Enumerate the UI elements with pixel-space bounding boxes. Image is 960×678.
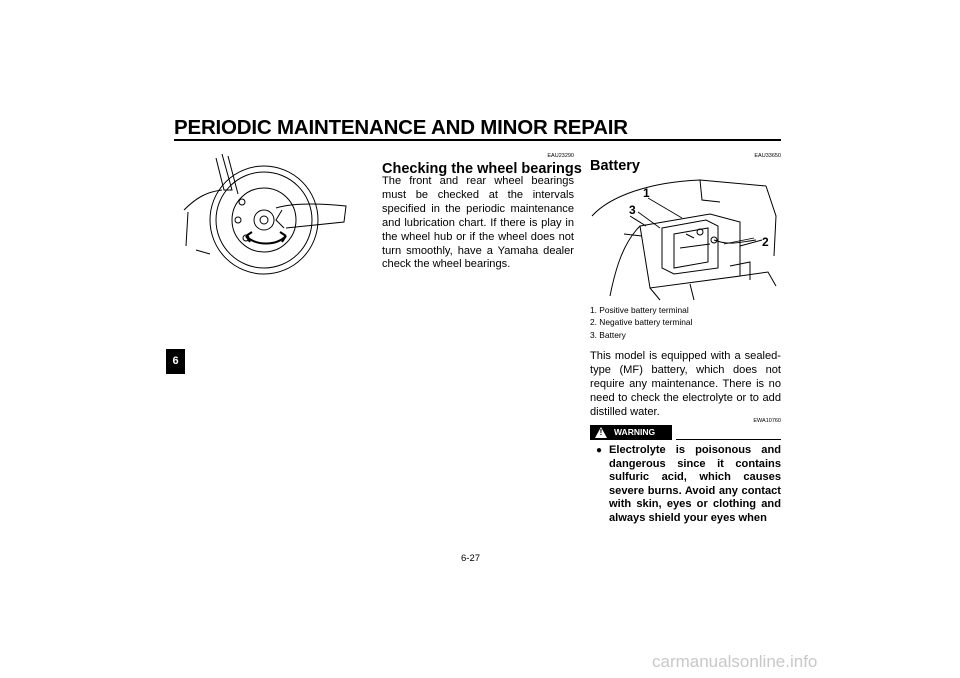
wheel-section-code: EAU23290 (547, 153, 574, 159)
watermark: carmanualsonline.info (652, 652, 818, 671)
battery-section-heading: Battery (590, 158, 640, 174)
warning-rule (676, 439, 781, 440)
page-number: 6-27 (461, 553, 481, 564)
battery-section-body: This model is equipped with a sealed-type (MF) battery, which does not require any maintenance. There is no need to check the electrolyte or to add distilled water. (590, 350, 781, 418)
callout-3: 3 (629, 203, 636, 217)
wheel-bearing-illustration (176, 150, 358, 276)
page-header-title: PERIODIC MAINTENANCE AND MINOR REPAIR (174, 116, 628, 139)
wheel-section-heading: Checking the wheel bearings (382, 161, 582, 177)
bullet-icon: ● (596, 445, 603, 456)
warning-label-bar (590, 425, 672, 440)
exclamation-icon: ! (599, 428, 603, 437)
battery-illustration (590, 176, 780, 302)
warning-code: EWA10760 (753, 418, 781, 424)
battery-section-code: EAU33650 (754, 153, 781, 159)
caption-positive-terminal: 1. Positive battery terminal (590, 305, 689, 315)
caption-battery: 3. Battery (590, 329, 626, 340)
header-rule (174, 139, 781, 141)
warning-text: Electrolyte is poisonous and dangerous since it contains sulfuric acid, which causes severe burns. Avoid any contact with skin, eyes or clothing and always shield your eyes when (609, 444, 781, 524)
wheel-section-body: The front and rear wheel bearings must be checked at the intervals specified in the periodic maintenance and lubrication chart. If there is play in the wheel hub or if the wheel does not turn smoothly, have a Yamaha dealer check the wheel bearings. (382, 175, 574, 271)
warning-label: WARNING (614, 427, 656, 437)
battery-captions (590, 304, 692, 341)
chapter-tab: 6 (166, 349, 185, 374)
callout-2: 2 (762, 235, 769, 249)
caption-negative-terminal: 2. Negative battery terminal (590, 317, 693, 328)
callout-1: 1 (643, 186, 650, 200)
